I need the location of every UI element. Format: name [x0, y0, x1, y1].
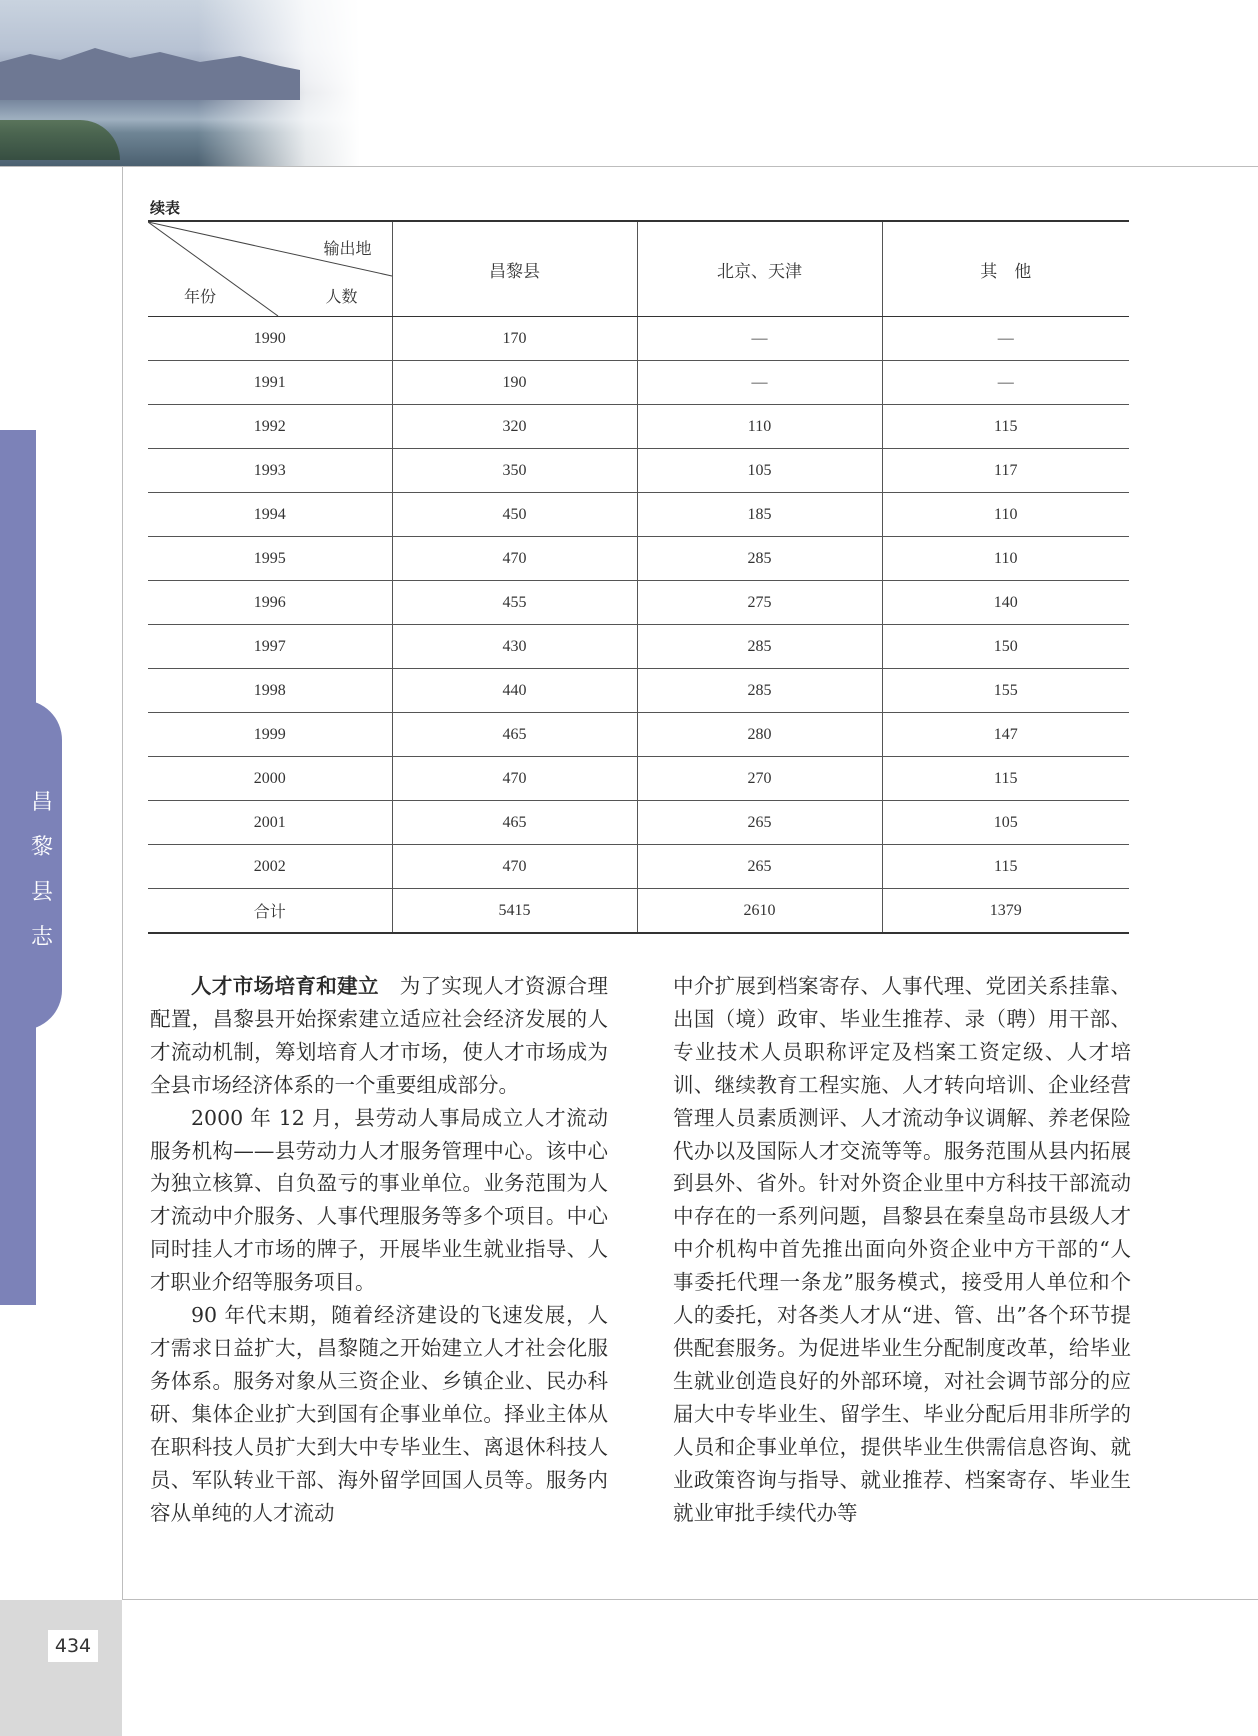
count-cell: 350 — [392, 449, 637, 493]
paragraph — [150, 970, 608, 1102]
header-destination-label: 输出地 — [323, 239, 372, 258]
table-row — [148, 845, 1129, 889]
side-title-char: 志 — [30, 925, 53, 950]
table-continued-label: 续表 — [150, 199, 181, 217]
count-cell: 115 — [882, 845, 1129, 889]
text-column-right — [673, 970, 1131, 1529]
count-cell: 140 — [882, 581, 1129, 625]
count-cell: 275 — [637, 581, 882, 625]
text-column-left — [150, 970, 608, 1529]
mountain-silhouette — [0, 40, 300, 100]
table-total-row — [148, 889, 1129, 934]
reeds-foreground — [0, 120, 120, 160]
count-cell: — — [882, 317, 1129, 361]
count-cell: 470 — [392, 845, 637, 889]
table-row — [148, 669, 1129, 713]
footer-block — [0, 1600, 122, 1736]
year-cell: 合计 — [148, 889, 392, 934]
count-cell: 117 — [882, 449, 1129, 493]
count-cell: 285 — [637, 625, 882, 669]
year-cell: 1997 — [148, 625, 392, 669]
year-cell: 2001 — [148, 801, 392, 845]
count-cell: 285 — [637, 669, 882, 713]
count-cell: 150 — [882, 625, 1129, 669]
footer-rule — [122, 1599, 1258, 1600]
table-row — [148, 713, 1129, 757]
year-cell: 1991 — [148, 361, 392, 405]
section-heading: 人才市场培育和建立 — [191, 974, 379, 998]
table-row — [148, 317, 1129, 361]
paragraph: 中介扩展到档案寄存、人事代理、党团关系挂靠、出国（境）政审、毕业生推荐、录（聘）用干部、专业技术人员职称评定及档案工资定级、人才培训、继续教育工程实施、人才转向培训、企业经营管理人员素质测评、人才流动争议调解、养老保险代办以及国际人才交流等等。服务范围从县内拓展到县外、省外。针对外资企业里中方科技干部流动中存在的一系列问题，昌黎县在秦皇岛市县级人才中介机构中首先推出面向外资企业中方干部的“人事委托代理一条龙”服务模式，接受用人单位和个人的委托，对各类人才从“进、管、出”各个环节提供配套服务。为促进毕业生分配制度改革，给毕业生就业创造良好的外部环境，对社会调节部分的应届大中专毕业生、留学生、毕业分配后用非所学的人员和企事业单位，提供毕业生供需信息咨询、就业政策咨询与指导、就业推荐、档案寄存、毕业生就业审批手续代办等 — [673, 974, 1131, 1525]
table-header-row — [148, 221, 1129, 317]
count-cell: 110 — [637, 405, 882, 449]
count-cell: 465 — [392, 713, 637, 757]
column-header: 北京、天津 — [637, 221, 882, 317]
year-cell: 1993 — [148, 449, 392, 493]
count-cell: 470 — [392, 537, 637, 581]
count-cell: — — [637, 361, 882, 405]
count-cell: 115 — [882, 405, 1129, 449]
count-cell: 450 — [392, 493, 637, 537]
count-cell: 440 — [392, 669, 637, 713]
count-cell: 280 — [637, 713, 882, 757]
margin-rule — [122, 166, 123, 1600]
year-cell: 2000 — [148, 757, 392, 801]
count-cell: 320 — [392, 405, 637, 449]
count-cell: 1379 — [882, 889, 1129, 934]
table-row — [148, 361, 1129, 405]
count-cell: — — [882, 361, 1129, 405]
paragraph: 90 年代末期，随着经济建设的飞速发展，人才需求日益扩大，昌黎随之开始建立人才社会化服务体系。服务对象从三资企业、乡镇企业、民办科研、集体企业扩大到国有企事业单位。择业主体从在职科技人员扩大到大中专毕业生、离退休科技人员、军队转业干部、海外留学回国人员等。服务内容从单纯的人才流动 — [150, 1303, 608, 1525]
count-cell: 470 — [392, 757, 637, 801]
table-row — [148, 757, 1129, 801]
header-year-label: 年份 — [184, 287, 217, 306]
header-count-label: 人数 — [325, 287, 358, 306]
side-title-char: 黎 — [30, 835, 53, 860]
count-cell: 105 — [637, 449, 882, 493]
count-cell: 190 — [392, 361, 637, 405]
column-header: 昌黎县 — [392, 221, 637, 317]
table-row — [148, 801, 1129, 845]
side-title-char: 县 — [30, 880, 53, 905]
count-cell: 110 — [882, 493, 1129, 537]
year-cell: 1995 — [148, 537, 392, 581]
count-cell: 265 — [637, 801, 882, 845]
paragraph: 2000 年 12 月，县劳动人事局成立人才流动服务机构——县劳动力人才服务管理中心。该中心为独立核算、自负盈亏的事业单位。业务范围为人才流动中介服务、人事代理服务等多个项目。中心同时挂人才市场的牌子，开展毕业生就业指导、人才职业介绍等服务项目。 — [150, 1105, 608, 1295]
count-cell: 170 — [392, 317, 637, 361]
count-cell: 430 — [392, 625, 637, 669]
count-cell: 265 — [637, 845, 882, 889]
table-row — [148, 449, 1129, 493]
table-row — [148, 625, 1129, 669]
count-cell: 185 — [637, 493, 882, 537]
talent-flow-table — [148, 220, 1129, 934]
count-cell: 155 — [882, 669, 1129, 713]
year-cell: 1999 — [148, 713, 392, 757]
year-cell: 1990 — [148, 317, 392, 361]
year-cell: 2002 — [148, 845, 392, 889]
count-cell: 465 — [392, 801, 637, 845]
count-cell: 110 — [882, 537, 1129, 581]
year-cell: 1998 — [148, 669, 392, 713]
count-cell: 115 — [882, 757, 1129, 801]
year-cell: 1994 — [148, 493, 392, 537]
year-cell: 1996 — [148, 581, 392, 625]
table-row — [148, 405, 1129, 449]
table-row — [148, 537, 1129, 581]
table-body — [148, 317, 1129, 934]
header-lake-photo — [0, 0, 360, 166]
count-cell: — — [637, 317, 882, 361]
table-row — [148, 493, 1129, 537]
count-cell: 5415 — [392, 889, 637, 934]
paragraph-text: 为了实现人才资源合理配置，昌黎县开始探索建立适应社会经济发展的人才流动机制，筹划培育人才市场，使人才市场成为全县市场经济体系的一个重要组成部分。 — [150, 974, 609, 1097]
diagonal-header-cell — [148, 221, 392, 317]
table-row — [148, 581, 1129, 625]
page-number: 434 — [48, 1630, 98, 1662]
side-title-char: 昌 — [30, 790, 53, 815]
count-cell: 285 — [637, 537, 882, 581]
year-cell: 1992 — [148, 405, 392, 449]
count-cell: 2610 — [637, 889, 882, 934]
count-cell: 455 — [392, 581, 637, 625]
column-header: 其 他 — [882, 221, 1129, 317]
count-cell: 147 — [882, 713, 1129, 757]
header-rule — [0, 166, 1258, 167]
count-cell: 105 — [882, 801, 1129, 845]
count-cell: 270 — [637, 757, 882, 801]
side-book-title — [30, 780, 54, 960]
